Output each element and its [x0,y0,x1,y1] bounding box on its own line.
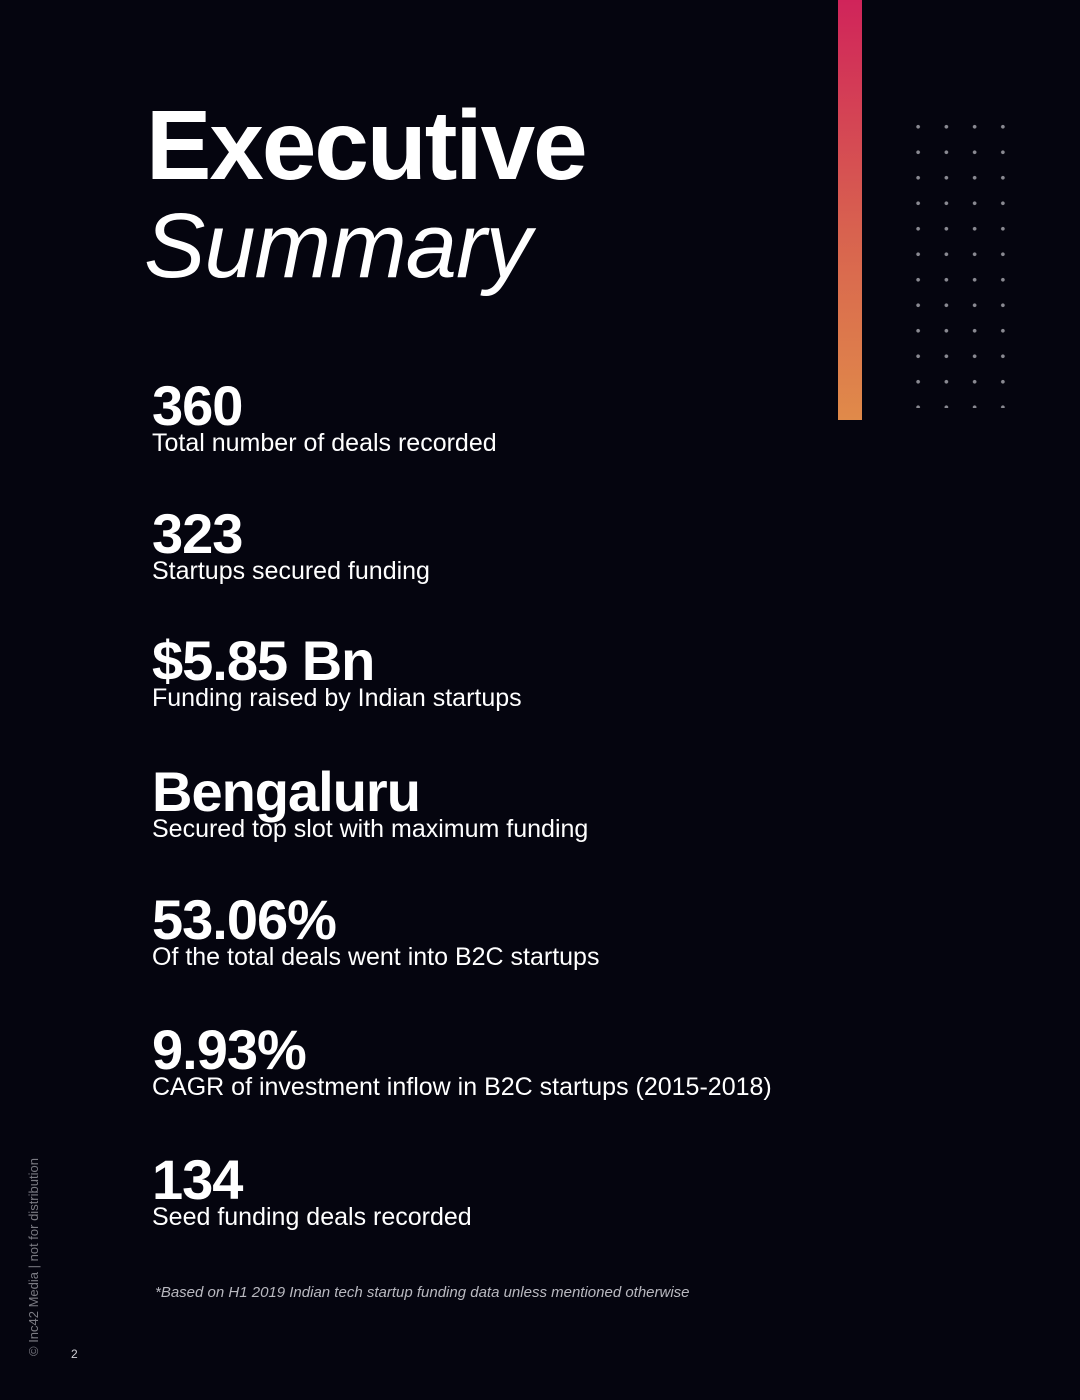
stat-label: Secured top slot with maximum funding [152,815,589,843]
stat-label: Total number of deals recorded [152,429,497,457]
accent-gradient-bar [838,0,862,420]
stat-value: 323 [152,502,243,565]
stat-value: Bengaluru [152,760,420,823]
stat-value: 360 [152,374,243,437]
stat-top-city [152,760,589,844]
stat-value: 9.93% [152,1018,306,1081]
stat-b2c-cagr [152,1018,772,1102]
copyright-notice: © Inc42 Media | not for distribution [26,1158,41,1356]
stat-value: 53.06% [152,888,336,951]
stat-funding-raised [152,629,522,713]
stat-label: CAGR of investment inflow in B2C startups (2015-2018) [152,1073,772,1101]
page-number: 2 [71,1347,78,1361]
stat-value: $5.85 Bn [152,629,375,692]
title-line-1: Executive [146,90,586,200]
stat-startups-funded [152,502,430,586]
footnote: *Based on H1 2019 Indian tech startup funding data unless mentioned otherwise [155,1284,690,1301]
stat-total-deals [152,374,497,458]
stat-label: Funding raised by Indian startups [152,684,522,712]
stat-value: 134 [152,1148,243,1211]
title-line-2: Summary [144,195,531,297]
decorative-dot-grid [904,114,1028,408]
stat-seed-deals [152,1148,472,1232]
stat-label: Seed funding deals recorded [152,1203,472,1231]
stat-b2c-share [152,888,600,972]
stat-label: Of the total deals went into B2C startups [152,943,600,971]
stat-label: Startups secured funding [152,557,430,585]
